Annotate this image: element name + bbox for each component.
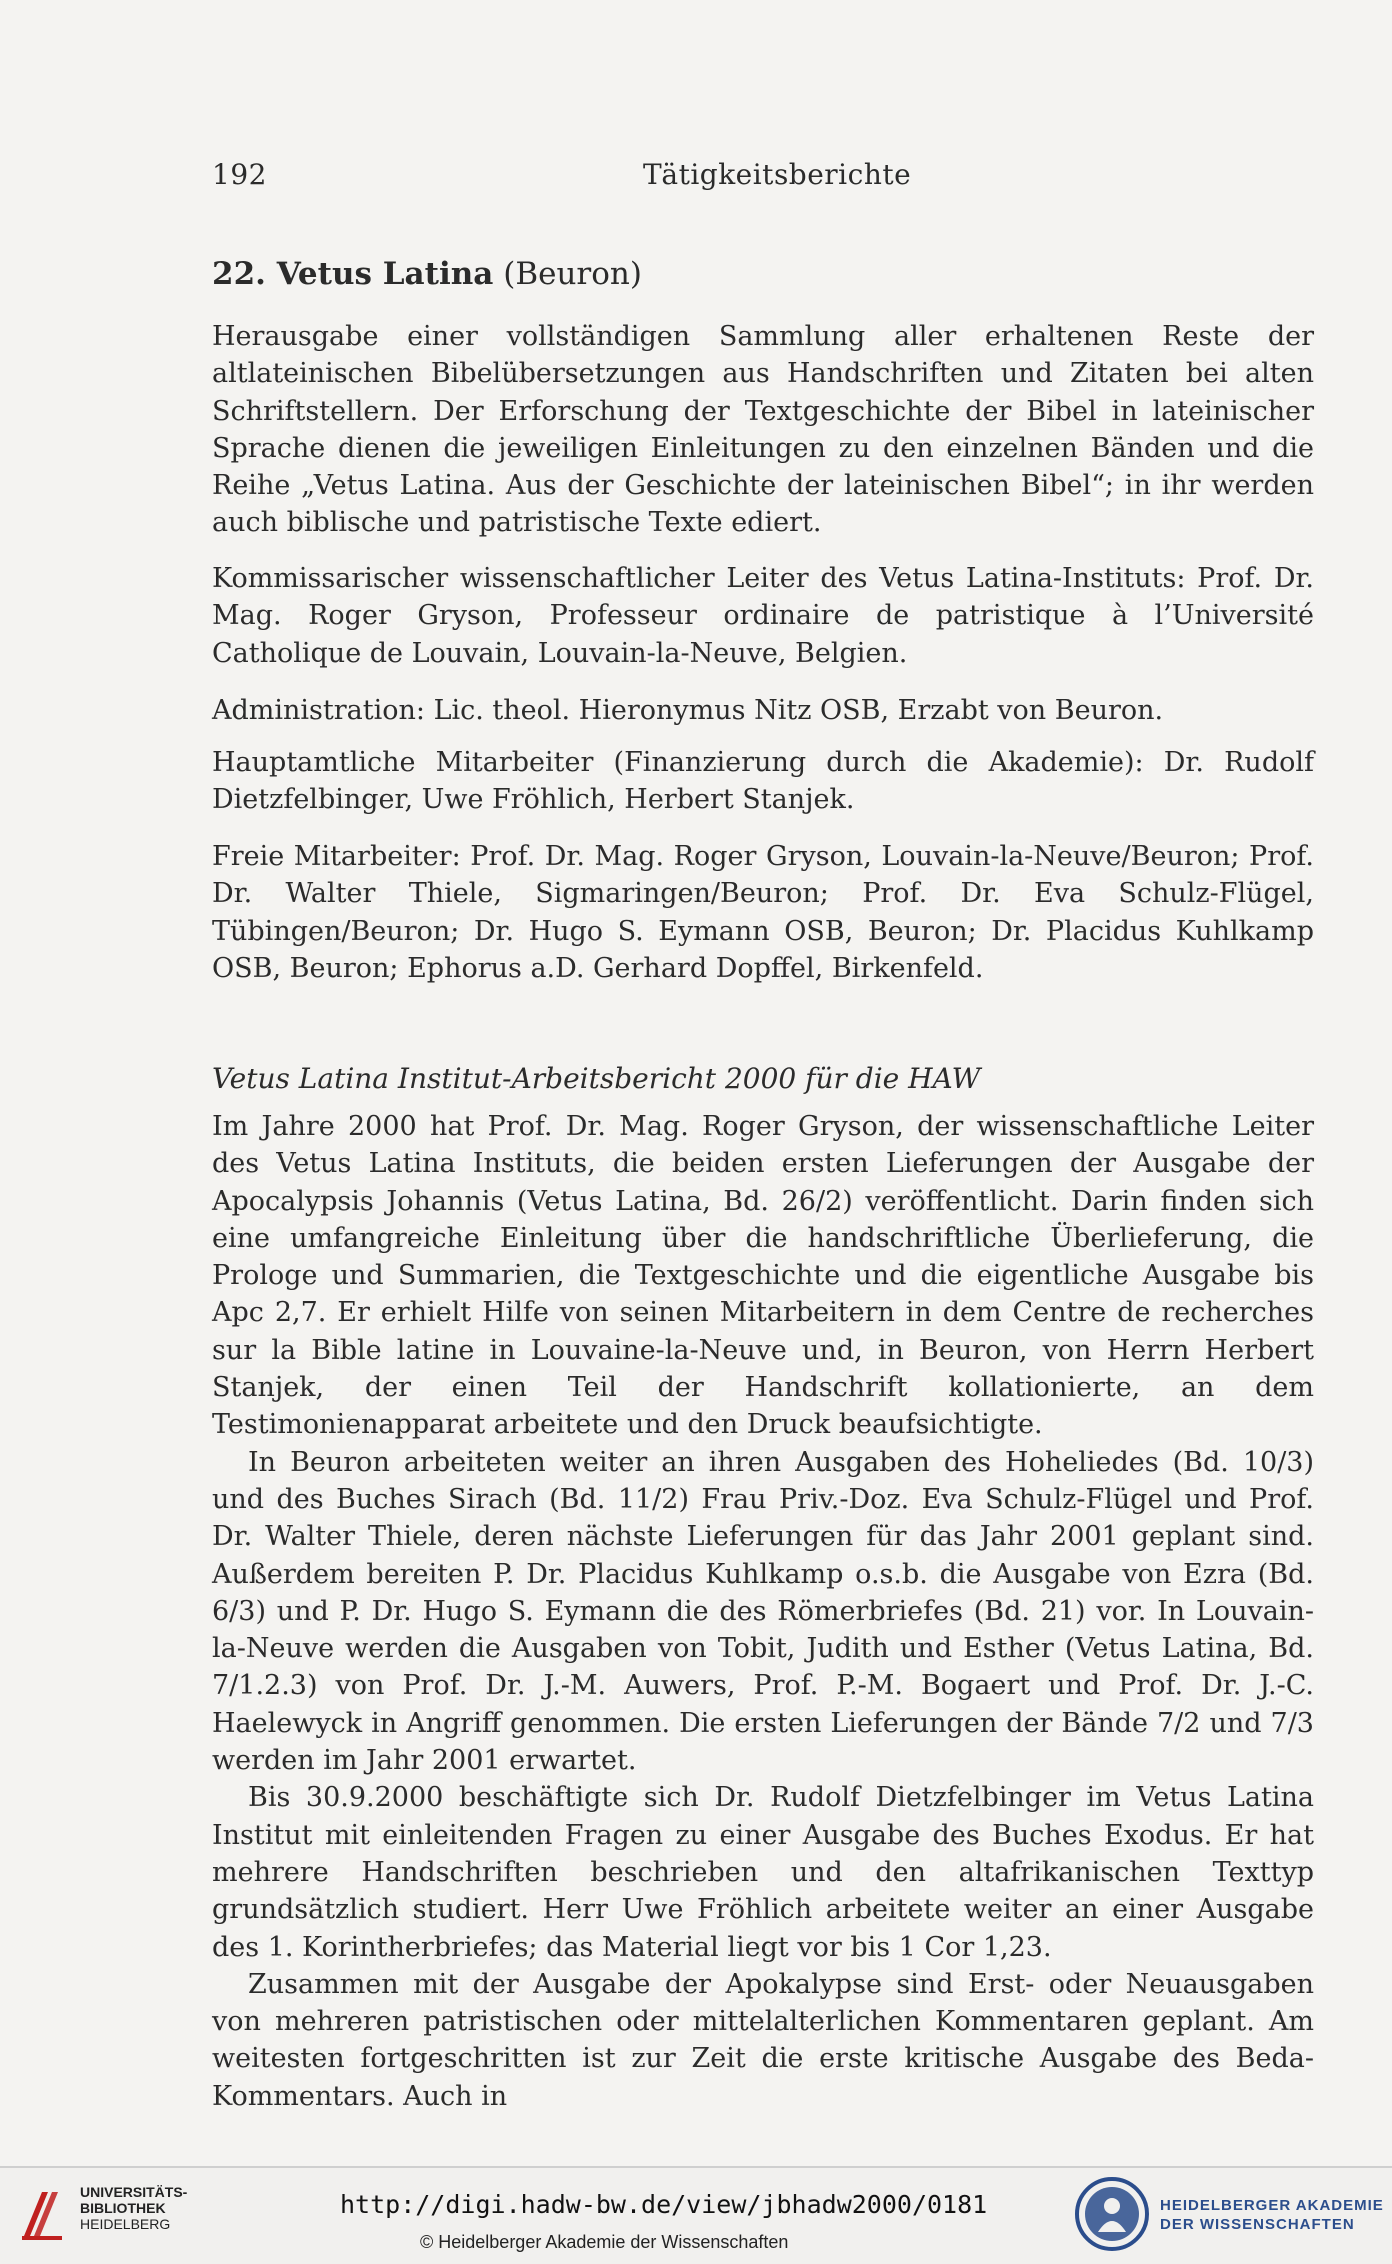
staff-paragraph	[212, 744, 1314, 819]
paragraph: Freie Mitarbeiter: Prof. Dr. Mag. Roger Gryson, Louvain-la-Neuve/Beuron; Prof. Dr. Walter Thiele, Sigmaringen/Beuron; Prof. Dr. Eva Schulz-Flügel, Tübingen/Beuron; Dr. Hugo S. Eymann OSB, Beuron; Dr. Placidus Kuhlkamp OSB, Beuron; Ephorus a.D. Gerhard Dopffel, Birkenfeld.	[212, 841, 1314, 984]
paragraph: Administration: Lic. theol. Hieronymus Nitz OSB, Erzabt von Beuron.	[212, 695, 1164, 726]
report-heading: Vetus Latina Institut-Arbeitsbericht 2000 für die HAW	[212, 1062, 981, 1095]
academy-seal-icon[interactable]	[1074, 2176, 1150, 2256]
footer-divider	[0, 2166, 1392, 2168]
paragraph: Kommissarischer wissenschaftlicher Leiter des Vetus Latina-Instituts: Prof. Dr. Mag. Roger Gryson, Professeur ordinaire de patristique à l’Université Catholique de Louvain, Louvain-la-Neuve, Belgien.	[212, 563, 1314, 669]
page-number: 192	[212, 158, 267, 191]
paragraph: Bis 30.9.2000 beschäftigte sich Dr. Rudolf Dietzfelbinger im Vetus Latina Institut mit einleitenden Fragen zu einer Ausgabe des Buches Exodus. Er hat mehrere Handschriften beschrieben und den altafrikanischen Texttyp grundsätzlich studiert. Herr Uwe Fröhlich arbeitete weiter an einer Ausgabe des 1. Korintherbriefes; das Material liegt vor bis 1 Cor 1,23.	[212, 1782, 1314, 1963]
leader-paragraph	[212, 560, 1314, 672]
intro-paragraph	[212, 318, 1314, 542]
running-head	[212, 158, 1362, 198]
paragraph: In Beuron arbeiteten weiter an ihren Ausgaben des Hoheliedes (Bd. 10/3) und des Buches Sirach (Bd. 11/2) Frau Priv.-Doz. Eva Schulz-Flügel und Prof. Dr. Walter Thiele, deren nächste Lieferungen für das Jahr 2001 geplant sind. Außerdem bereiten P. Dr. Placidus Kuhlkamp o.s.b. die Ausgabe von Ezra (Bd. 6/3) und P. Dr. Hugo S. Eymann die des Römerbriefes (Bd. 21) vor. In Louvain-la-Neuve werden die Ausgaben von Tobit, Judith und Esther (Vetus Latina, Bd. 7/1.2.3) von Prof. Dr. J.-M. Auwers, Prof. P.-M. Bogaert und Prof. Dr. J.-C. Haelewyck in Angriff genommen. Die ersten Lieferungen der Bände 7/2 und 7/3 werden im Jahr 2001 erwartet.	[212, 1446, 1314, 1777]
library-line: UNIVERSITÄTS-	[80, 2184, 188, 2200]
academy-line: HEIDELBERGER AKADEMIE	[1160, 2197, 1384, 2214]
running-title: Tätigkeitsberichte	[643, 158, 912, 191]
freelance-paragraph	[212, 838, 1314, 987]
section-heading	[212, 256, 642, 292]
paragraph: Hauptamtliche Mitarbeiter (Finanzierung durch die Akademie): Dr. Rudolf Dietzfelbinger, Uwe Fröhlich, Herbert Stanjek.	[212, 747, 1314, 816]
library-line: HEIDELBERG	[80, 2216, 171, 2232]
university-library-logo-icon[interactable]	[18, 2186, 74, 2246]
library-line: BIBLIOTHEK	[80, 2200, 166, 2216]
academy-name	[1160, 2196, 1384, 2234]
academy-line: DER WISSENSCHAFTEN	[1160, 2216, 1355, 2233]
paragraph: Im Jahre 2000 hat Prof. Dr. Mag. Roger Gryson, der wissenschaftliche Leiter des Vetus Latina Instituts, die beiden ersten Lieferungen der Ausgabe der Apocalypsis Johannis (Vetus Latina, Bd. 26/2) veröffentlicht. Darin finden sich eine umfangreiche Einleitung über die handschriftliche Überlieferung, die Prologe und Summarien, die Textgeschichte und die eigentliche Ausgabe bis Apc 2,7. Er erhielt Hilfe von seinen Mitarbeitern in dem Centre de recherches sur la Bible latine in Louvaine-la-Neuve und, in Beuron, von Herrn Herbert Stanjek, der einen Teil der Handschrift kollationierte, an dem Testimonienapparat arbeitete und den Druck beaufsichtigte.	[212, 1111, 1314, 1441]
administration-paragraph	[212, 692, 1314, 729]
section-location: (Beuron)	[503, 256, 642, 292]
library-name	[80, 2184, 187, 2232]
section-title: 22. Vetus Latina	[212, 256, 494, 292]
source-url-link[interactable]: http://digi.hadw-bw.de/view/jbhadw2000/0181	[340, 2190, 988, 2219]
copyright-text: © Heidelberger Akademie der Wissenschaften	[420, 2232, 789, 2252]
paragraph: Herausgabe einer vollständigen Sammlung aller erhaltenen Reste der altlateinischen Bibelübersetzungen aus Handschriften und Zitaten bei alten Schriftstellern. Der Erforschung der Textgeschichte der Bibel in lateinischer Sprache dienen die jeweiligen Einleitungen zu den einzelnen Bänden und die Reihe „Vetus Latina. Aus der Geschichte der lateinischen Bibel“; in ihr werden auch biblische und patristische Texte ediert.	[212, 321, 1314, 539]
report-body	[212, 1108, 1314, 2115]
paragraph: Zusammen mit der Ausgabe der Apokalypse sind Erst- oder Neuausgaben von mehreren patristischen oder mittelalterlichen Kommentaren geplant. Am weitesten fortgeschritten ist zur Zeit die erste kritische Ausgabe des Beda-Kommentars. Auch in	[212, 1968, 1314, 2112]
